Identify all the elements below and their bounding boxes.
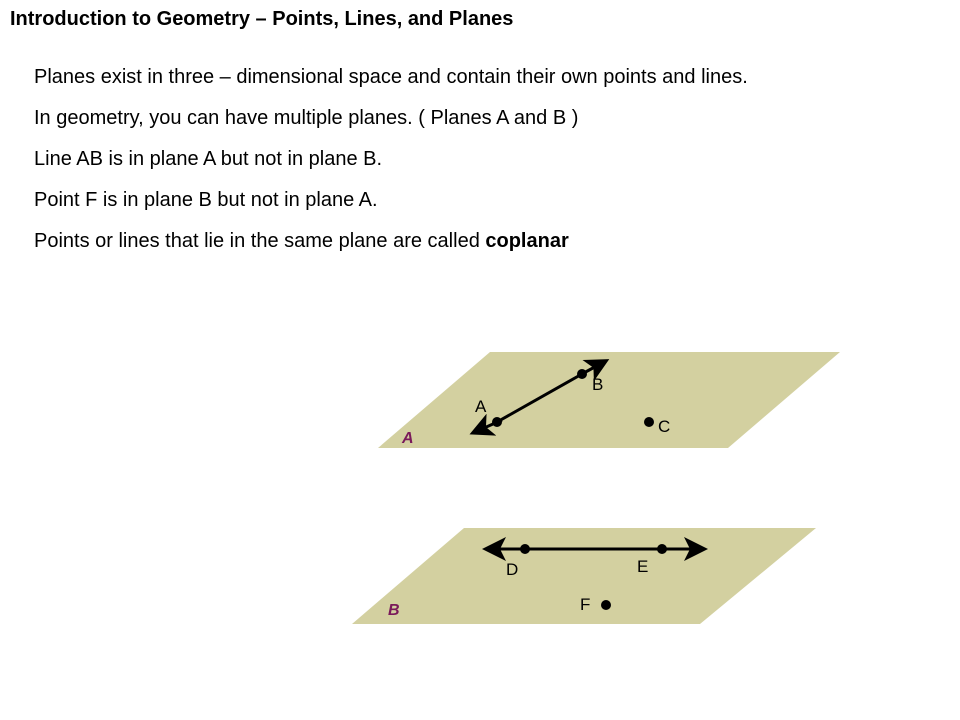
point-f xyxy=(601,600,611,610)
point-e-label: E xyxy=(637,557,649,576)
point-b-label: B xyxy=(592,375,604,394)
plane-a-label: A xyxy=(402,430,414,447)
bullet-item: Point F is in plane B but not in plane A. xyxy=(34,189,378,211)
coplanar-term: coplanar xyxy=(485,230,569,252)
point-a xyxy=(492,417,502,427)
plane-b-label: B xyxy=(388,602,400,619)
point-d xyxy=(520,544,530,554)
bullet-text: Points or lines that lie in the same plane are called xyxy=(34,230,486,252)
point-b xyxy=(577,369,587,379)
point-f-label: F xyxy=(580,595,591,614)
slide-title: Introduction to Geometry – Points, Lines, and Planes xyxy=(10,8,514,30)
point-c xyxy=(644,417,654,427)
point-a-label: A xyxy=(475,397,487,416)
bullet-item: In geometry, you can have multiple planes. ( Planes A and B ) xyxy=(34,107,579,129)
point-d-label: D xyxy=(506,560,519,579)
point-c-label: C xyxy=(658,417,671,436)
point-e xyxy=(657,544,667,554)
bullet-item: Planes exist in three – dimensional space and contain their own points and lines. xyxy=(34,66,748,88)
bullet-item: Line AB is in plane A but not in plane B. xyxy=(34,148,383,170)
plane-a xyxy=(378,352,840,448)
